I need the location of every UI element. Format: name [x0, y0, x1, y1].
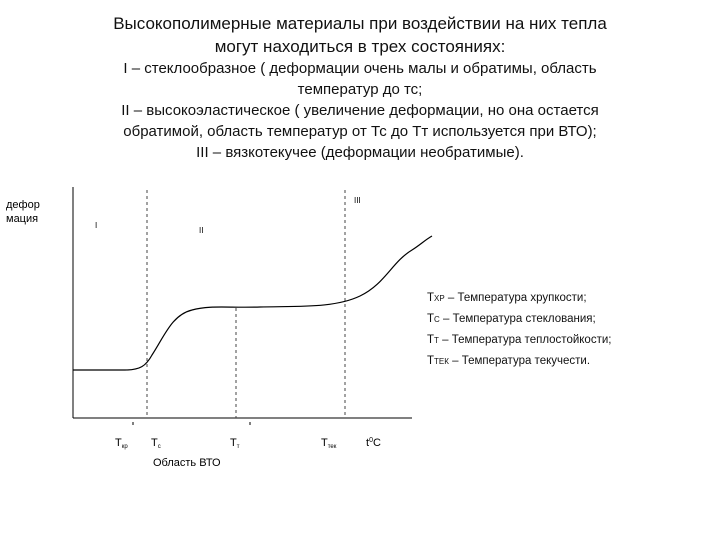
- state-description-line-4: обратимой, область температур от Тс до Тт используется при ВТО);: [123, 123, 597, 140]
- page-title-line-2: могут находиться в трех состояниях:: [214, 37, 506, 56]
- legend-item-txr: ТХР – Температура хрупкости;: [427, 292, 587, 304]
- bto-region-label: Область ВТО: [153, 457, 221, 469]
- y-axis-label-line-2: мация: [6, 213, 39, 225]
- state-description-line-1: I – стеклообразное ( деформации очень малы и обратимы, область: [123, 60, 597, 77]
- deformation-curve: [73, 236, 432, 370]
- x-tick-label-ttek: Ттек: [321, 437, 337, 450]
- region-label-i: I: [95, 221, 98, 230]
- state-description-line-3: II – высокоэластическое ( увеличение деформации, но она остается: [121, 102, 599, 119]
- state-description-line-2: температур до тс;: [297, 81, 423, 98]
- legend-item-ttek: ТТЕК – Температура текучести.: [427, 355, 591, 367]
- x-tick-label-tt: Тт: [230, 437, 240, 450]
- x-tick-label-tc: Тс: [151, 437, 161, 450]
- legend-item-tt: ТТ – Температура теплостойкости;: [427, 334, 612, 346]
- page-title-line-1: Высокополимерные материалы при воздействии на них тепла: [113, 14, 607, 33]
- region-label-iii: III: [354, 196, 361, 205]
- region-label-ii: II: [199, 226, 204, 235]
- legend-item-tc: ТС – Температура стеклования;: [427, 313, 596, 325]
- temperature-legend: [427, 288, 611, 372]
- state-description-line-5: III – вязкотекучее (деформации необратимые).: [196, 144, 524, 161]
- x-axis-unit-label: $t^0C$: [366, 437, 381, 449]
- y-axis-label-line-1: дефор: [6, 199, 40, 211]
- x-tick-label-tkr: Ткр: [115, 437, 128, 450]
